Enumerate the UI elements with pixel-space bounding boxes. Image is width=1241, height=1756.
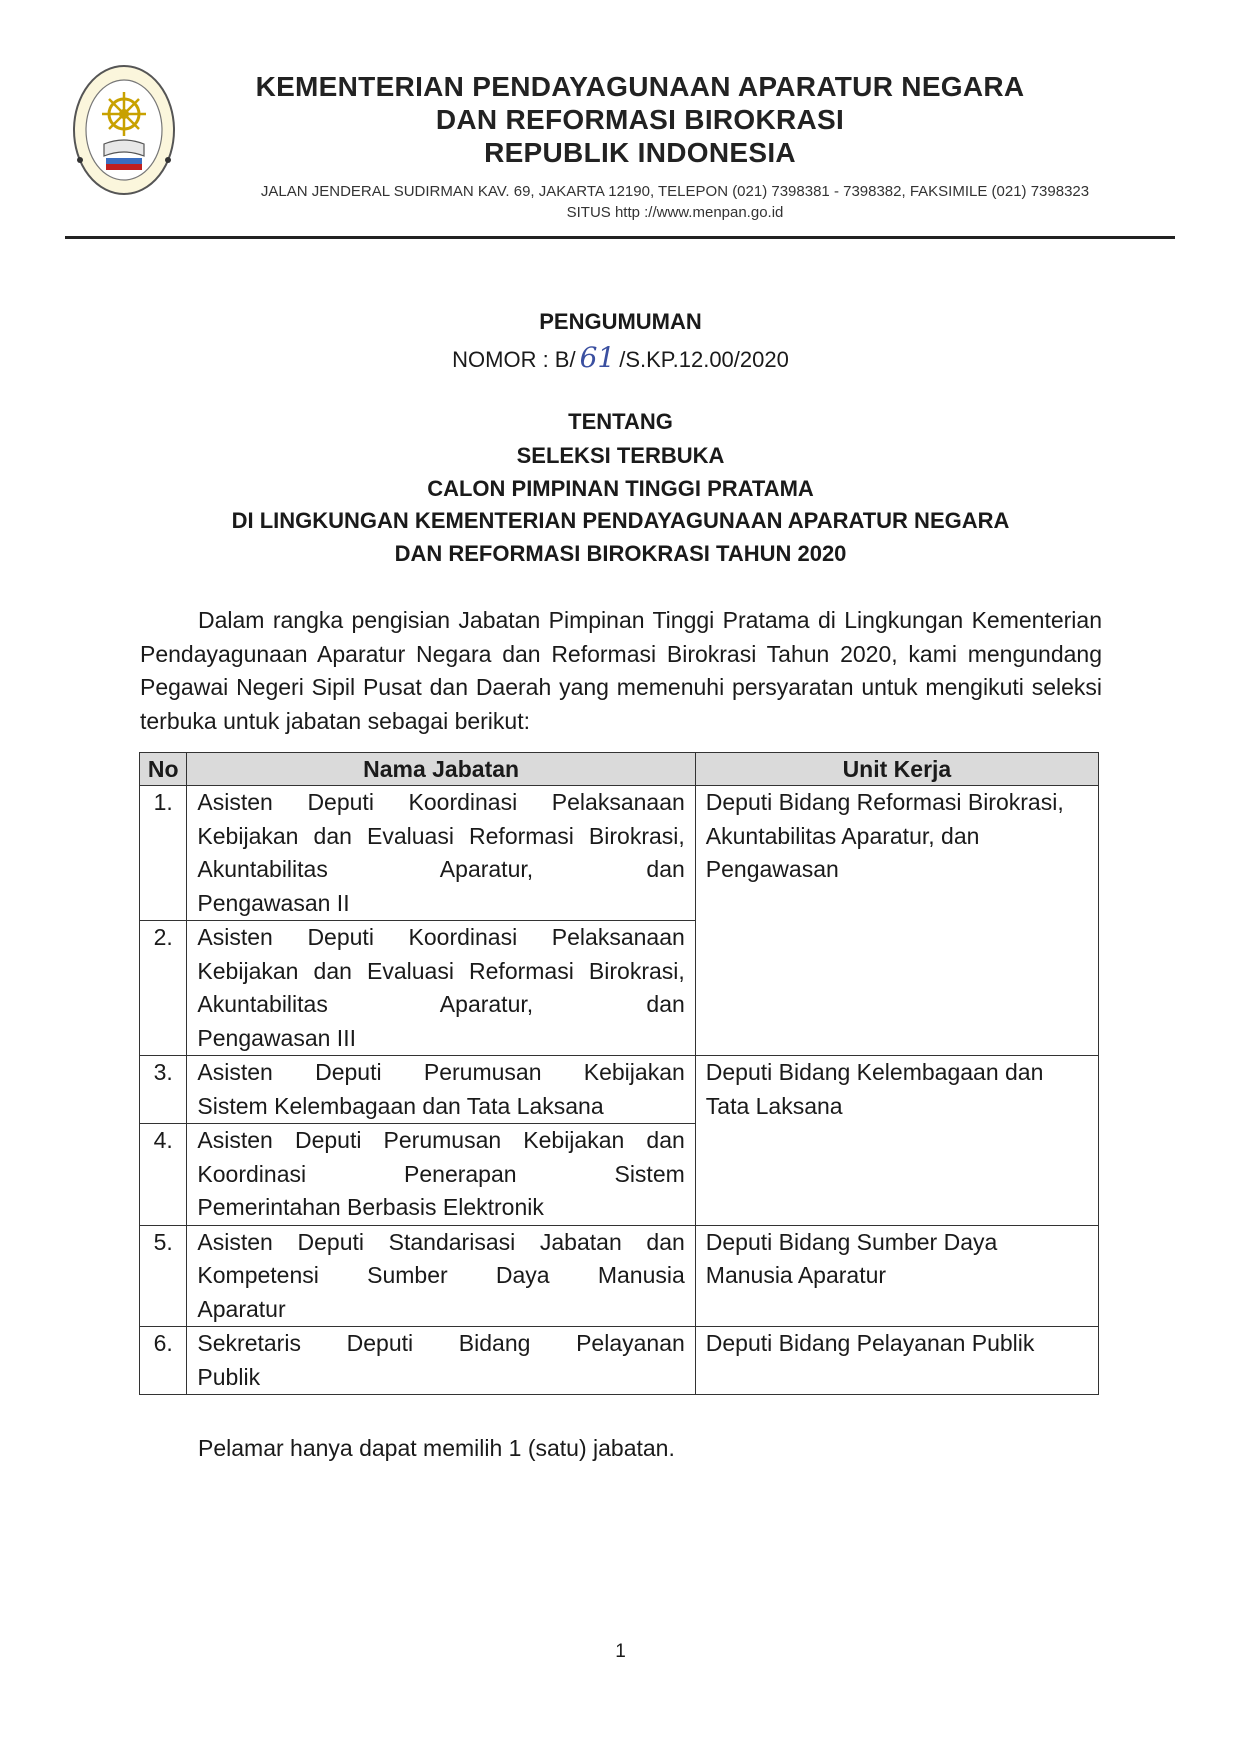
- subject-line: DI LINGKUNGAN KEMENTERIAN PENDAYAGUNAAN APARATUR NEGARA: [231, 508, 1010, 533]
- table-row: [140, 1225, 1099, 1327]
- unit-kerja: Deputi Bidang Sumber Daya Manusia Aparatur: [695, 1225, 1098, 1327]
- unit-kerja: Deputi Bidang Reformasi Birokrasi, Akuntabilitas Aparatur, dan Pengawasan: [695, 786, 1098, 1056]
- position-name: Asisten Deputi Standarisasi Jabatan dan Kompetensi Sumber Daya Manusia Aparatur: [187, 1225, 695, 1327]
- intro-paragraph: Dalam rangka pengisian Jabatan Pimpinan Tinggi Pratama di Lingkungan Kementerian Pendayagunaan Aparatur Negara dan Reformasi Birokrasi Tahun 2020, kami mengundang Pegawai Negeri Sipil Pusat dan Daerah yang memenuhi persyaratan untuk mengikuti seleksi terbuka untuk jabatan sebagai berikut:: [140, 607, 1102, 734]
- document-number: [0, 341, 1241, 374]
- letterhead-website: SITUS http ://www.menpan.go.id: [566, 204, 784, 221]
- row-number: 1.: [140, 786, 187, 921]
- position-name: Asisten Deputi Koordinasi Pelaksanaan Kebijakan dan Evaluasi Reformasi Birokrasi, Akuntabilitas Aparatur, dan Pengawasan II: [187, 786, 695, 921]
- subject-line: SELEKSI TERBUKA: [516, 443, 725, 468]
- letterhead-line-1: KEMENTERIAN PENDAYAGUNAAN APARATUR NEGARA: [255, 71, 1025, 102]
- position-name: Asisten Deputi Perumusan Kebijakan dan Koordinasi Penerapan Sistem Pemerintahan Berbasis Elektronik: [187, 1124, 695, 1226]
- subject-line: DAN REFORMASI BIROKRASI TAHUN 2020: [394, 541, 847, 566]
- unit-kerja: Deputi Bidang Pelayanan Publik: [695, 1327, 1098, 1395]
- row-number: 2.: [140, 921, 187, 1056]
- table-row: [140, 786, 1099, 921]
- letterhead-divider: [65, 236, 1175, 239]
- document-number-handwritten: 61: [579, 341, 616, 374]
- column-header-nama-jabatan: Nama Jabatan: [187, 753, 695, 786]
- subject-label: TENTANG: [568, 409, 673, 434]
- letterhead-line-2: DAN REFORMASI BIROKRASI: [435, 104, 845, 135]
- column-header-unit-kerja: Unit Kerja: [695, 753, 1098, 786]
- unit-kerja: Deputi Bidang Kelembagaan dan Tata Laksana: [695, 1056, 1098, 1226]
- position-name: Asisten Deputi Koordinasi Pelaksanaan Kebijakan dan Evaluasi Reformasi Birokrasi, Akuntabilitas Aparatur, dan Pengawasan III: [187, 921, 695, 1056]
- letterhead-address: JALAN JENDERAL SUDIRMAN KAV. 69, JAKARTA 12190, TELEPON (021) 7398381 - 7398382, FAKSIMILE (021) 7398323: [260, 183, 1090, 200]
- subject-line: CALON PIMPINAN TINGGI PRATAMA: [427, 476, 814, 501]
- row-number: 6.: [140, 1327, 187, 1395]
- document-number-prefix: NOMOR : B/: [452, 347, 576, 372]
- page-number: 1: [615, 1641, 626, 1662]
- row-number: 4.: [140, 1124, 187, 1226]
- column-header-no: No: [140, 753, 187, 786]
- table-row: [140, 1327, 1099, 1395]
- row-number: 3.: [140, 1056, 187, 1124]
- letterhead-line-3: REPUBLIK INDONESIA: [484, 137, 796, 168]
- document-title: PENGUMUMAN: [539, 309, 702, 334]
- row-number: 5.: [140, 1225, 187, 1327]
- document-number-suffix: /S.KP.12.00/2020: [619, 347, 789, 372]
- table-header-row: [140, 753, 1099, 786]
- ministry-emblem-icon: [70, 62, 178, 198]
- position-name: Sekretaris Deputi Bidang Pelayanan Publik: [187, 1327, 695, 1395]
- position-name: Asisten Deputi Perumusan Kebijakan Sistem Kelembagaan dan Tata Laksana: [187, 1056, 695, 1124]
- positions-table: [139, 752, 1099, 1395]
- applicant-note: Pelamar hanya dapat memilih 1 (satu) jabatan.: [198, 1435, 675, 1461]
- table-row: [140, 1056, 1099, 1124]
